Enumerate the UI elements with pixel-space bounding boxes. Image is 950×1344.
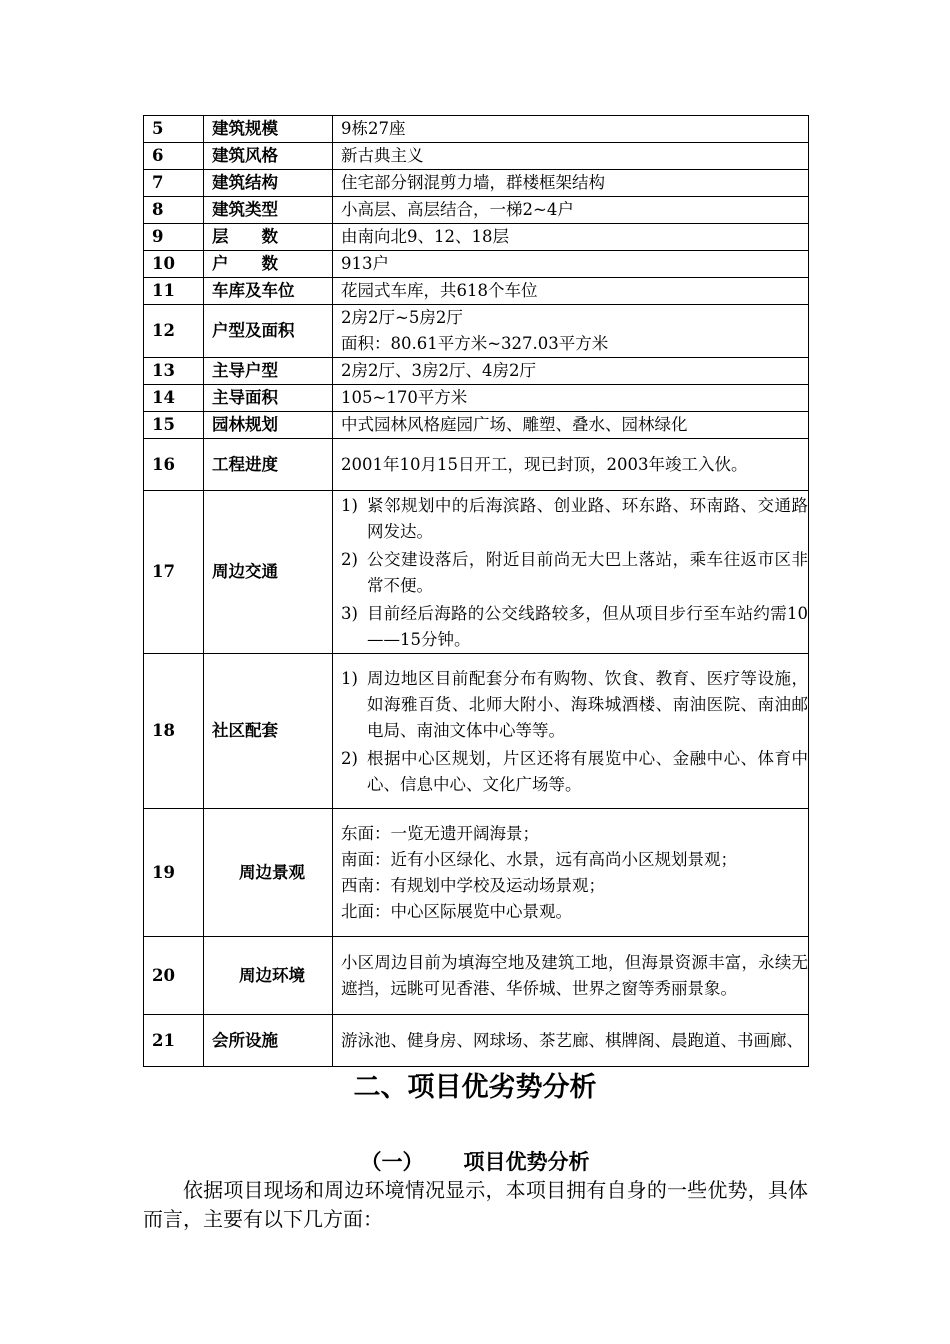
subsection-title	[0, 1146, 950, 1178]
row-label: 建筑结构	[204, 170, 333, 197]
table-row	[144, 305, 809, 358]
row-value: 913户	[333, 251, 809, 278]
list-number: 2)	[341, 749, 358, 768]
row-label: 建筑风格	[204, 143, 333, 170]
table-row	[144, 809, 809, 937]
row-label: 园林规划	[204, 412, 333, 439]
row-value: 2房2厅、3房2厅、4房2厅	[333, 358, 809, 385]
row-value: 2001年10月15日开工，现已封顶，2003年竣工入伙。	[333, 439, 809, 491]
row-value: 小高层、高层结合，一梯2~4户	[333, 197, 809, 224]
list-item	[341, 601, 808, 653]
row-number: 8	[144, 197, 204, 224]
table-row	[144, 358, 809, 385]
row-value: 由南向北9、12、18层	[333, 224, 809, 251]
row-label: 会所设施	[204, 1015, 333, 1067]
row-label: 建筑类型	[204, 197, 333, 224]
table-row	[144, 143, 809, 170]
row-number: 19	[144, 809, 204, 937]
row-value: 花园式车库，共618个车位	[333, 278, 809, 305]
list-text: 根据中心区规划，片区还将有展览中心、金融中心、体育中心、信息中心、文化广场等。	[367, 749, 808, 794]
row-number: 6	[144, 143, 204, 170]
value-line: 面积：80.61平方米~327.03平方米	[341, 334, 609, 353]
row-label: 户型及面积	[204, 305, 333, 358]
table-row	[144, 1015, 809, 1067]
section-title: 二、项目优劣势分析	[353, 1072, 597, 1103]
row-number: 17	[144, 491, 204, 654]
list-text: 目前经后海路的公交线路较多，但从项目步行至车站约需10——15分钟。	[367, 604, 808, 649]
row-value	[333, 654, 809, 809]
table-row	[144, 412, 809, 439]
table-row	[144, 116, 809, 143]
table-row	[144, 251, 809, 278]
row-value: 新古典主义	[333, 143, 809, 170]
body-paragraph: 依据项目现场和周边环境情况显示，本项目拥有自身的一些优势，具体而言，主要有以下几方面：	[143, 1178, 808, 1231]
list-item	[341, 746, 808, 798]
value-line: 2房2厅~5房2厅	[341, 308, 463, 327]
row-value	[333, 305, 809, 358]
table-row	[144, 491, 809, 654]
row-number: 15	[144, 412, 204, 439]
row-label: 户 数	[204, 251, 333, 278]
list-item	[341, 666, 808, 744]
table-row	[144, 654, 809, 809]
row-label: 周边景观	[204, 809, 333, 937]
row-value	[333, 491, 809, 654]
row-label: 主导面积	[204, 385, 333, 412]
row-value: 9栋27座	[333, 116, 809, 143]
row-number: 11	[144, 278, 204, 305]
subsection-number: （一）	[360, 1149, 424, 1174]
row-number: 21	[144, 1015, 204, 1067]
row-value	[333, 809, 809, 937]
row-number: 18	[144, 654, 204, 809]
row-number: 20	[144, 937, 204, 1015]
row-label: 工程进度	[204, 439, 333, 491]
row-number: 16	[144, 439, 204, 491]
row-label: 主导户型	[204, 358, 333, 385]
row-label: 周边环境	[204, 937, 333, 1015]
row-label: 社区配套	[204, 654, 333, 809]
value-line: 南面：近有小区绿化、水景，远有高尚小区规划景观；	[341, 849, 737, 869]
project-spec-table	[143, 115, 809, 1067]
table-row	[144, 224, 809, 251]
row-label: 车库及车位	[204, 278, 333, 305]
table-row	[144, 385, 809, 412]
value-line: 西南：有规划中学校及运动场景观；	[341, 875, 605, 895]
value-line: 北面：中心区际展览中心景观。	[341, 901, 572, 921]
row-value: 小区周边目前为填海空地及建筑工地，但海景资源丰富，永续无遮挡，远眺可见香港、华侨城、世界之窗等秀丽景象。	[333, 937, 809, 1015]
table-row	[144, 278, 809, 305]
list-item	[341, 547, 808, 599]
row-number: 12	[144, 305, 204, 358]
list-number: 2)	[341, 550, 358, 569]
row-value: 住宅部分钢混剪力墙，群楼框架结构	[333, 170, 809, 197]
list-text: 公交建设落后，附近目前尚无大巴上落站，乘车往返市区非常不便。	[367, 550, 808, 595]
row-number: 7	[144, 170, 204, 197]
table-row	[144, 197, 809, 224]
table-row	[144, 170, 809, 197]
list-number: 1)	[341, 669, 358, 688]
table-row	[144, 439, 809, 491]
list-number: 1)	[341, 496, 358, 515]
value-line: 东面：一览无遗开阔海景；	[341, 823, 539, 843]
row-number: 9	[144, 224, 204, 251]
list-text: 周边地区目前配套分布有购物、饮食、教育、医疗等设施，如海雅百货、北师大附小、海珠城酒楼、南油医院、南油邮电局、南油文体中心等等。	[367, 669, 808, 740]
list-text: 紧邻规划中的后海滨路、创业路、环东路、环南路、交通路网发达。	[367, 496, 808, 541]
subsection-heading: 项目优势分析	[463, 1149, 590, 1174]
list-number: 3)	[341, 604, 358, 623]
row-value: 105~170平方米	[333, 385, 809, 412]
row-number: 10	[144, 251, 204, 278]
row-number: 14	[144, 385, 204, 412]
row-value: 中式园林风格庭园广场、雕塑、叠水、园林绿化	[333, 412, 809, 439]
row-label: 层 数	[204, 224, 333, 251]
row-number: 13	[144, 358, 204, 385]
row-label: 建筑规模	[204, 116, 333, 143]
row-label: 周边交通	[204, 491, 333, 654]
row-number: 5	[144, 116, 204, 143]
table-row	[144, 937, 809, 1015]
row-value: 游泳池、健身房、网球场、茶艺廊、棋牌阁、晨跑道、书画廊、	[333, 1015, 809, 1067]
list-item	[341, 493, 808, 545]
